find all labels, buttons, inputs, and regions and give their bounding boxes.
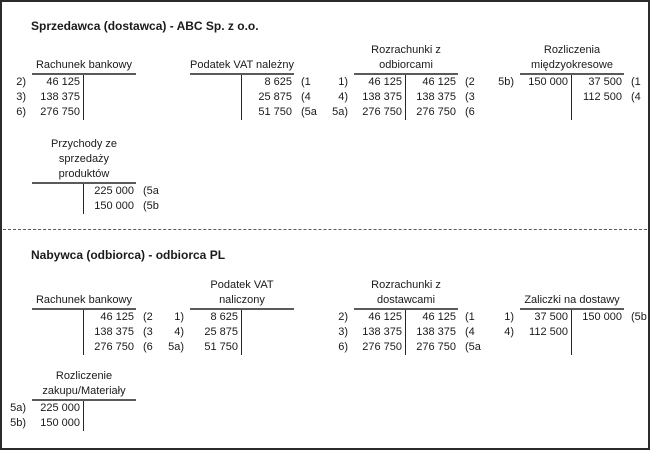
entry-credit [84,105,136,120]
taccount-row [6,416,172,431]
taccount-row [6,184,172,199]
entry-credit [84,416,136,431]
entry-ref-right: (6 [143,341,153,353]
entry-credit: 51 750 [258,106,292,118]
taccount-row [328,90,494,105]
entry-ref-right: (3 [143,326,153,338]
entry-credit [242,340,294,355]
entry-debit [520,105,572,120]
entry-ref-left: 4) [174,326,184,338]
entry-ref-right: (6 [465,106,475,118]
taccount-title-line: Rachunek bankowy [35,59,132,71]
taccount-title-line: Zaliczki na dostawy [524,294,620,306]
taccount-title-line: produktów [58,168,110,180]
taccount-row [164,75,330,90]
entry-ref-left [494,105,520,120]
taccount-row [6,199,172,214]
taccount-title-line: Rachunek bankowy [35,294,132,306]
entry-ref-left [6,310,32,325]
taccount-title-line: Rozrachunki z [371,279,441,291]
entry-ref-left [494,90,520,105]
section-title-buyer: Nabywca (odbiorca) - odbiorca PL [31,248,226,262]
entry-ref-left: 6) [16,106,26,118]
entry-credit [242,310,294,325]
entry-ref-left [6,199,32,214]
entry-debit: 46 125 [354,310,406,325]
taccount-title-line: Przychody ze [50,138,118,150]
entry-debit: 37 500 [520,310,572,325]
entry-ref-right [294,325,330,340]
entry-credit: 46 125 [100,311,134,323]
taccount-title-line: dostawcami [376,294,436,306]
entry-credit: 276 750 [416,106,456,118]
entry-ref-left: 4) [338,91,348,103]
taccount-title [32,293,136,310]
entry-credit: 138 375 [94,326,134,338]
entry-ref-right: (5a [143,185,159,197]
taccount-title-line: sprzedaży [58,153,110,165]
entry-debit [32,340,84,355]
entry-credit [572,325,624,340]
taccount-row [6,340,172,355]
entry-ref-left: 5b) [498,76,514,88]
taccount-title [520,293,624,310]
taccount-row [328,310,494,325]
entry-ref-right [136,401,172,416]
entry-ref-left: 4) [504,326,514,338]
entry-debit: 8 625 [190,310,242,325]
entry-ref-right: (4 [631,91,641,103]
entry-credit: 138 375 [416,326,456,338]
entry-ref-right: (5a [301,106,317,118]
taccount-seller-rachunek-bankowy [6,58,172,120]
entry-ref-right: (1 [631,76,641,88]
taccount-row [164,310,330,325]
entry-credit: 225 000 [94,185,134,197]
entry-debit: 46 125 [354,75,406,90]
entry-ref-left: 3) [338,326,348,338]
entry-credit: 276 750 [94,341,134,353]
taccount-title [354,278,458,310]
entry-ref-right [624,325,650,340]
entry-ref-right: (2 [143,311,153,323]
entry-ref-right [294,340,330,355]
entry-debit: 276 750 [32,105,84,120]
taccount-title [32,58,136,75]
entry-debit: 25 875 [190,325,242,340]
entry-credit [84,401,136,416]
taccount-title [354,43,458,75]
entry-credit [84,75,136,90]
entry-debit [520,340,572,355]
entry-ref-right [624,340,650,355]
taccount-row-filler [494,105,650,120]
taccount-row [6,310,172,325]
entry-debit: 276 750 [354,105,406,120]
entry-debit [190,105,242,120]
taccount-buyer-rachunek-bankowy [6,293,172,355]
entry-debit [190,75,242,90]
taccount-row [494,325,650,340]
taccount-seller-przychody-ze-sprzedazy-produktow [6,137,172,214]
taccount-title [190,58,294,75]
entry-ref-left [6,325,32,340]
entry-ref-right: (1 [301,76,311,88]
entry-ref-right [624,105,650,120]
entry-ref-left: 5b) [10,417,26,429]
entry-ref-left: 6) [338,341,348,353]
taccount-row [494,75,650,90]
taccount-row [494,310,650,325]
entry-ref-left [164,75,190,90]
taccount-row [328,340,494,355]
entry-debit: 112 500 [520,325,572,340]
taccount-buyer-podatek-vat-naliczony [164,278,330,355]
taccount-buyer-rozrachunki-z-dostawcami [328,278,494,355]
taccount-seller-podatek-vat-nalezny [164,58,330,120]
taccount-row [328,75,494,90]
taccount-row [6,75,172,90]
taccount-row [164,105,330,120]
taccount-row [164,90,330,105]
entry-ref-left: 5a) [168,341,184,353]
taccount-title-line: Podatek VAT należny [190,59,294,71]
entry-credit: 150 000 [582,311,622,323]
taccount-seller-rozliczenia-miedzyokresowe [494,43,650,120]
taccount-row [328,325,494,340]
entry-ref-left [6,184,32,199]
entry-debit: 150 000 [32,416,84,431]
entry-credit [84,90,136,105]
entry-ref-left: 5a) [10,402,26,414]
entry-debit [32,184,84,199]
entry-credit: 276 750 [416,341,456,353]
entry-debit: 46 125 [32,75,84,90]
entry-credit [242,325,294,340]
taccount-row [164,340,330,355]
entry-credit: 25 875 [258,91,292,103]
section-title-seller: Sprzedawca (dostawca) - ABC Sp. z o.o. [31,19,259,33]
entry-ref-right: (1 [465,311,475,323]
entry-ref-right: (4 [301,91,311,103]
entry-ref-left: 1) [174,311,184,323]
entry-credit: 150 000 [94,200,134,212]
entry-ref-right: (5b [631,311,647,323]
taccount-title [520,43,624,75]
entry-credit: 8 625 [264,76,292,88]
entry-ref-right: (2 [465,76,475,88]
entry-ref-left [494,340,520,355]
entry-debit: 150 000 [520,75,572,90]
entry-credit: 46 125 [422,311,456,323]
entry-credit: 37 500 [588,76,622,88]
entry-debit: 276 750 [354,340,406,355]
entry-ref-right: (5a [465,341,481,353]
entry-ref-right: (4 [465,326,475,338]
taccount-title [32,137,136,184]
entry-ref-right [136,416,172,431]
entry-ref-right: (3 [465,91,475,103]
entry-debit [32,199,84,214]
taccount-seller-rozrachunki-z-odbiorcami [328,43,494,120]
entry-debit [32,310,84,325]
entry-credit: 46 125 [422,76,456,88]
taccount-title-line: Rozliczenie [55,370,113,382]
entry-ref-right: (5b [143,200,159,212]
entry-ref-left: 5a) [332,106,348,118]
taccount-buyer-zaliczki-na-dostawy [494,293,650,355]
entry-credit [572,105,624,120]
entry-credit [572,340,624,355]
entry-debit: 138 375 [354,325,406,340]
taccount-title-line: międzyokresowe [531,59,613,71]
entry-ref-left [164,105,190,120]
taccount-title-line: Rozliczenia [543,44,601,56]
entry-debit: 51 750 [190,340,242,355]
taccount-row-filler [494,340,650,355]
taccount-title-line: zakupu/Materiały [42,385,126,397]
taccount-row [164,325,330,340]
taccount-row [6,325,172,340]
taccount-row [494,90,650,105]
taccount-title [190,278,294,310]
taccount-title-line: naliczony [219,294,265,306]
entry-debit [520,90,572,105]
taccount-title-line: odbiorcami [379,59,433,71]
section-divider [3,229,647,230]
entry-ref-left: 1) [338,76,348,88]
taccount-row [6,105,172,120]
entry-ref-right [294,310,330,325]
entry-debit: 138 375 [354,90,406,105]
entry-ref-left: 2) [16,76,26,88]
entry-debit [190,90,242,105]
taccount-title-line: Podatek VAT [210,279,274,291]
taccount-buyer-rozliczenie-zakupu-materialy [6,369,172,431]
entry-credit: 112 500 [583,91,622,103]
entry-ref-left [164,90,190,105]
entry-debit: 138 375 [32,90,84,105]
entry-ref-left [6,340,32,355]
taccount-title [32,369,136,401]
entry-ref-left: 1) [504,311,514,323]
entry-credit: 138 375 [416,91,456,103]
entry-debit: 225 000 [32,401,84,416]
taccount-title-line: Rozrachunki z [371,44,441,56]
taccount-row [6,401,172,416]
entry-debit [32,325,84,340]
taccount-row [6,90,172,105]
entry-ref-left: 3) [16,91,26,103]
entry-ref-left: 2) [338,311,348,323]
taccount-row [328,105,494,120]
